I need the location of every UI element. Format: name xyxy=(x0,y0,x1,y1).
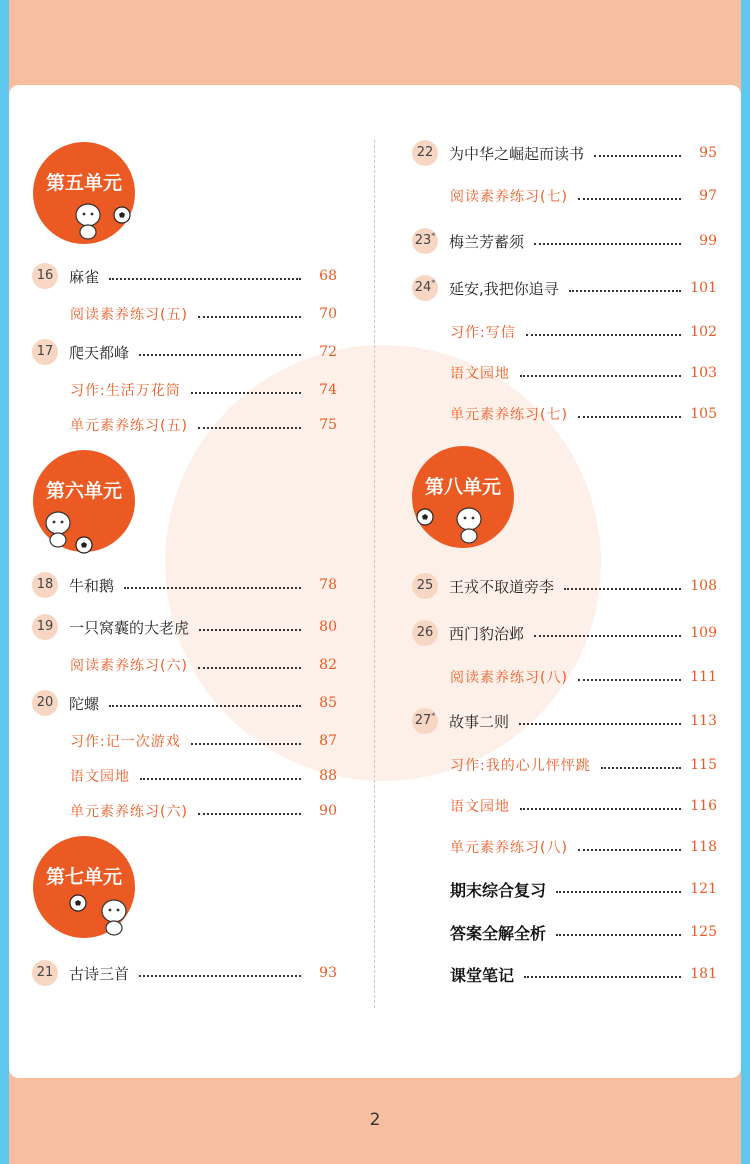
entry-page-number: 121 xyxy=(690,881,717,897)
entry-title: 阅读素养练习(七) xyxy=(450,189,568,205)
lesson-number-text: 18 xyxy=(36,577,54,592)
toc-entry xyxy=(32,616,337,638)
lesson-number-text: 19 xyxy=(36,619,54,634)
toc-entry xyxy=(70,414,337,436)
lesson-number-text: 27 xyxy=(414,713,432,728)
entry-page-number: 75 xyxy=(319,417,337,433)
lesson-number xyxy=(412,140,438,166)
entry-title: 延安,我把你追寻 xyxy=(449,279,559,298)
dot-leader xyxy=(556,891,681,893)
entry-page-number: 113 xyxy=(690,713,717,729)
entry-title: 梅兰芳蓄须 xyxy=(449,232,525,251)
lesson-number xyxy=(32,263,58,289)
toc-entry xyxy=(32,574,337,596)
entry-page-number: 109 xyxy=(690,625,717,641)
entry-page-number: 118 xyxy=(690,839,717,855)
column-divider xyxy=(374,140,375,1008)
entry-page-number: 108 xyxy=(690,578,717,594)
toc-entry xyxy=(70,303,337,325)
entry-page-number: 72 xyxy=(319,344,337,360)
toc-entry xyxy=(32,265,337,287)
dot-leader xyxy=(198,667,301,669)
lesson-number xyxy=(412,708,438,734)
lesson-number-text: 26 xyxy=(416,625,434,640)
dot-leader xyxy=(519,723,681,725)
entry-page-number: 90 xyxy=(319,803,337,819)
entry-title: 单元素养练习(五) xyxy=(70,418,188,434)
entry-title: 习作:生活万花筒 xyxy=(70,383,181,399)
lesson-number-text: 25 xyxy=(416,578,434,593)
dot-leader xyxy=(578,198,681,200)
entry-title: 牛和鹅 xyxy=(69,576,115,595)
entry-page-number: 70 xyxy=(319,306,337,322)
unit-title: 第六单元 xyxy=(45,480,122,502)
dot-leader xyxy=(124,587,301,589)
entry-title: 单元素养练习(八) xyxy=(450,840,568,856)
entry-title: 阅读素养练习(六) xyxy=(70,658,188,674)
entry-title: 课堂笔记 xyxy=(450,965,515,985)
toc-entry xyxy=(412,142,717,164)
entry-title: 习作:我的心儿怦怦跳 xyxy=(450,758,591,774)
toc-entry xyxy=(70,800,337,822)
dot-leader xyxy=(199,629,301,631)
dot-leader xyxy=(594,155,681,157)
toc-entry xyxy=(450,836,717,858)
dot-leader xyxy=(191,392,301,394)
dot-leader xyxy=(109,705,301,707)
dot-leader xyxy=(191,743,301,745)
unit-badge-8 xyxy=(412,446,514,548)
entry-page-number: 82 xyxy=(319,657,337,673)
toc-entry xyxy=(70,765,337,787)
toc-entry xyxy=(412,277,717,299)
toc-entry xyxy=(32,962,337,984)
toc-entry xyxy=(412,575,717,597)
entry-page-number: 74 xyxy=(319,382,337,398)
entry-title: 语文园地 xyxy=(70,769,130,785)
entry-page-number: 115 xyxy=(690,757,717,773)
dot-leader xyxy=(198,427,301,429)
unit-badge-5 xyxy=(33,142,135,244)
lesson-number-text: 21 xyxy=(36,965,54,980)
mascot-icon xyxy=(452,504,486,544)
entry-title: 单元素养练习(七) xyxy=(450,407,568,423)
optional-star: * xyxy=(431,711,436,721)
dot-leader xyxy=(564,588,681,590)
toc-entry xyxy=(450,921,717,943)
dot-leader xyxy=(534,635,681,637)
toc-entry xyxy=(450,403,717,425)
toc-entry xyxy=(32,341,337,363)
lesson-number xyxy=(32,572,58,598)
toc-entry xyxy=(450,795,717,817)
dot-leader xyxy=(578,679,681,681)
lesson-number xyxy=(32,960,58,986)
lesson-number xyxy=(412,275,438,301)
entry-title: 爬天都峰 xyxy=(69,343,130,362)
lesson-number xyxy=(412,573,438,599)
entry-page-number: 105 xyxy=(690,406,717,422)
dot-leader xyxy=(520,375,681,377)
lesson-number-text: 23 xyxy=(414,233,432,248)
lesson-number-text: 22 xyxy=(416,145,434,160)
toc-entry xyxy=(450,754,717,776)
optional-star: * xyxy=(431,278,436,288)
toc-entry xyxy=(450,321,717,343)
entry-page-number: 181 xyxy=(690,966,717,982)
dot-leader xyxy=(139,354,301,356)
lesson-number-text: 24 xyxy=(414,280,432,295)
toc-entry xyxy=(450,963,717,985)
entry-title: 古诗三首 xyxy=(69,964,130,983)
toc-entry xyxy=(70,654,337,676)
toc-entry xyxy=(450,185,717,207)
entry-page-number: 88 xyxy=(319,768,337,784)
lesson-number-text: 17 xyxy=(36,344,54,359)
toc-entry xyxy=(32,692,337,714)
lesson-number xyxy=(32,690,58,716)
entry-page-number: 103 xyxy=(690,365,717,381)
mascot-icon xyxy=(71,200,105,240)
dot-leader xyxy=(140,778,301,780)
entry-page-number: 93 xyxy=(319,965,337,981)
unit-title: 第八单元 xyxy=(424,476,501,498)
dot-leader xyxy=(578,849,681,851)
dot-leader xyxy=(524,976,681,978)
unit-badge-7 xyxy=(33,836,135,938)
entry-title: 习作:写信 xyxy=(450,325,516,341)
lesson-number xyxy=(412,620,438,646)
toc-entry xyxy=(70,730,337,752)
entry-title: 语文园地 xyxy=(450,366,510,382)
entry-page-number: 99 xyxy=(699,233,717,249)
optional-star: * xyxy=(431,231,436,241)
lesson-number xyxy=(412,228,438,254)
page-number: 2 xyxy=(369,1110,381,1130)
entry-title: 为中华之崛起而读书 xyxy=(449,144,585,163)
dot-leader xyxy=(534,243,681,245)
mascot-icon xyxy=(97,896,131,936)
dot-leader xyxy=(198,813,301,815)
toc-entry xyxy=(450,362,717,384)
toc-entry xyxy=(450,666,717,688)
entry-title: 陀螺 xyxy=(69,694,100,713)
soccer-ball-icon xyxy=(416,508,434,526)
dot-leader xyxy=(569,290,681,292)
entry-title: 阅读素养练习(五) xyxy=(70,307,188,323)
unit-title: 第七单元 xyxy=(45,866,122,888)
toc-entry xyxy=(412,710,717,732)
soccer-ball-icon xyxy=(113,206,131,224)
entry-title: 习作:记一次游戏 xyxy=(70,734,181,750)
entry-title: 故事二则 xyxy=(449,712,510,731)
lesson-number xyxy=(32,339,58,365)
entry-page-number: 125 xyxy=(690,924,717,940)
dot-leader xyxy=(198,316,301,318)
entry-page-number: 68 xyxy=(319,268,337,284)
toc-entry xyxy=(70,379,337,401)
soccer-ball-icon xyxy=(69,894,87,912)
entry-page-number: 102 xyxy=(690,324,717,340)
lesson-number-text: 20 xyxy=(36,695,54,710)
toc-entry xyxy=(412,622,717,644)
entry-page-number: 85 xyxy=(319,695,337,711)
dot-leader xyxy=(601,767,681,769)
entry-title: 答案全解全析 xyxy=(450,923,547,943)
entry-page-number: 95 xyxy=(699,145,717,161)
entry-title: 单元素养练习(六) xyxy=(70,804,188,820)
entry-title: 语文园地 xyxy=(450,799,510,815)
dot-leader xyxy=(520,808,681,810)
entry-page-number: 116 xyxy=(690,798,717,814)
entry-page-number: 80 xyxy=(319,619,337,635)
unit-badge-6 xyxy=(33,450,135,552)
entry-title: 阅读素养练习(八) xyxy=(450,670,568,686)
entry-title: 王戎不取道旁李 xyxy=(449,577,555,596)
entry-page-number: 87 xyxy=(319,733,337,749)
dot-leader xyxy=(578,416,681,418)
entry-page-number: 78 xyxy=(319,577,337,593)
dot-leader xyxy=(526,334,681,336)
soccer-ball-icon xyxy=(75,536,93,554)
dot-leader xyxy=(556,934,681,936)
unit-title: 第五单元 xyxy=(45,172,122,194)
entry-title: 西门豹治邺 xyxy=(449,624,525,643)
toc-entry xyxy=(450,878,717,900)
dot-leader xyxy=(109,278,301,280)
dot-leader xyxy=(139,975,301,977)
entry-title: 一只窝囊的大老虎 xyxy=(69,618,190,637)
toc-entry xyxy=(412,230,717,252)
lesson-number xyxy=(32,614,58,640)
entry-title: 麻雀 xyxy=(69,267,100,286)
entry-page-number: 111 xyxy=(690,669,717,685)
entry-page-number: 97 xyxy=(699,188,717,204)
mascot-icon xyxy=(41,508,75,548)
entry-page-number: 101 xyxy=(690,280,717,296)
lesson-number-text: 16 xyxy=(36,268,54,283)
entry-title: 期末综合复习 xyxy=(450,880,547,900)
